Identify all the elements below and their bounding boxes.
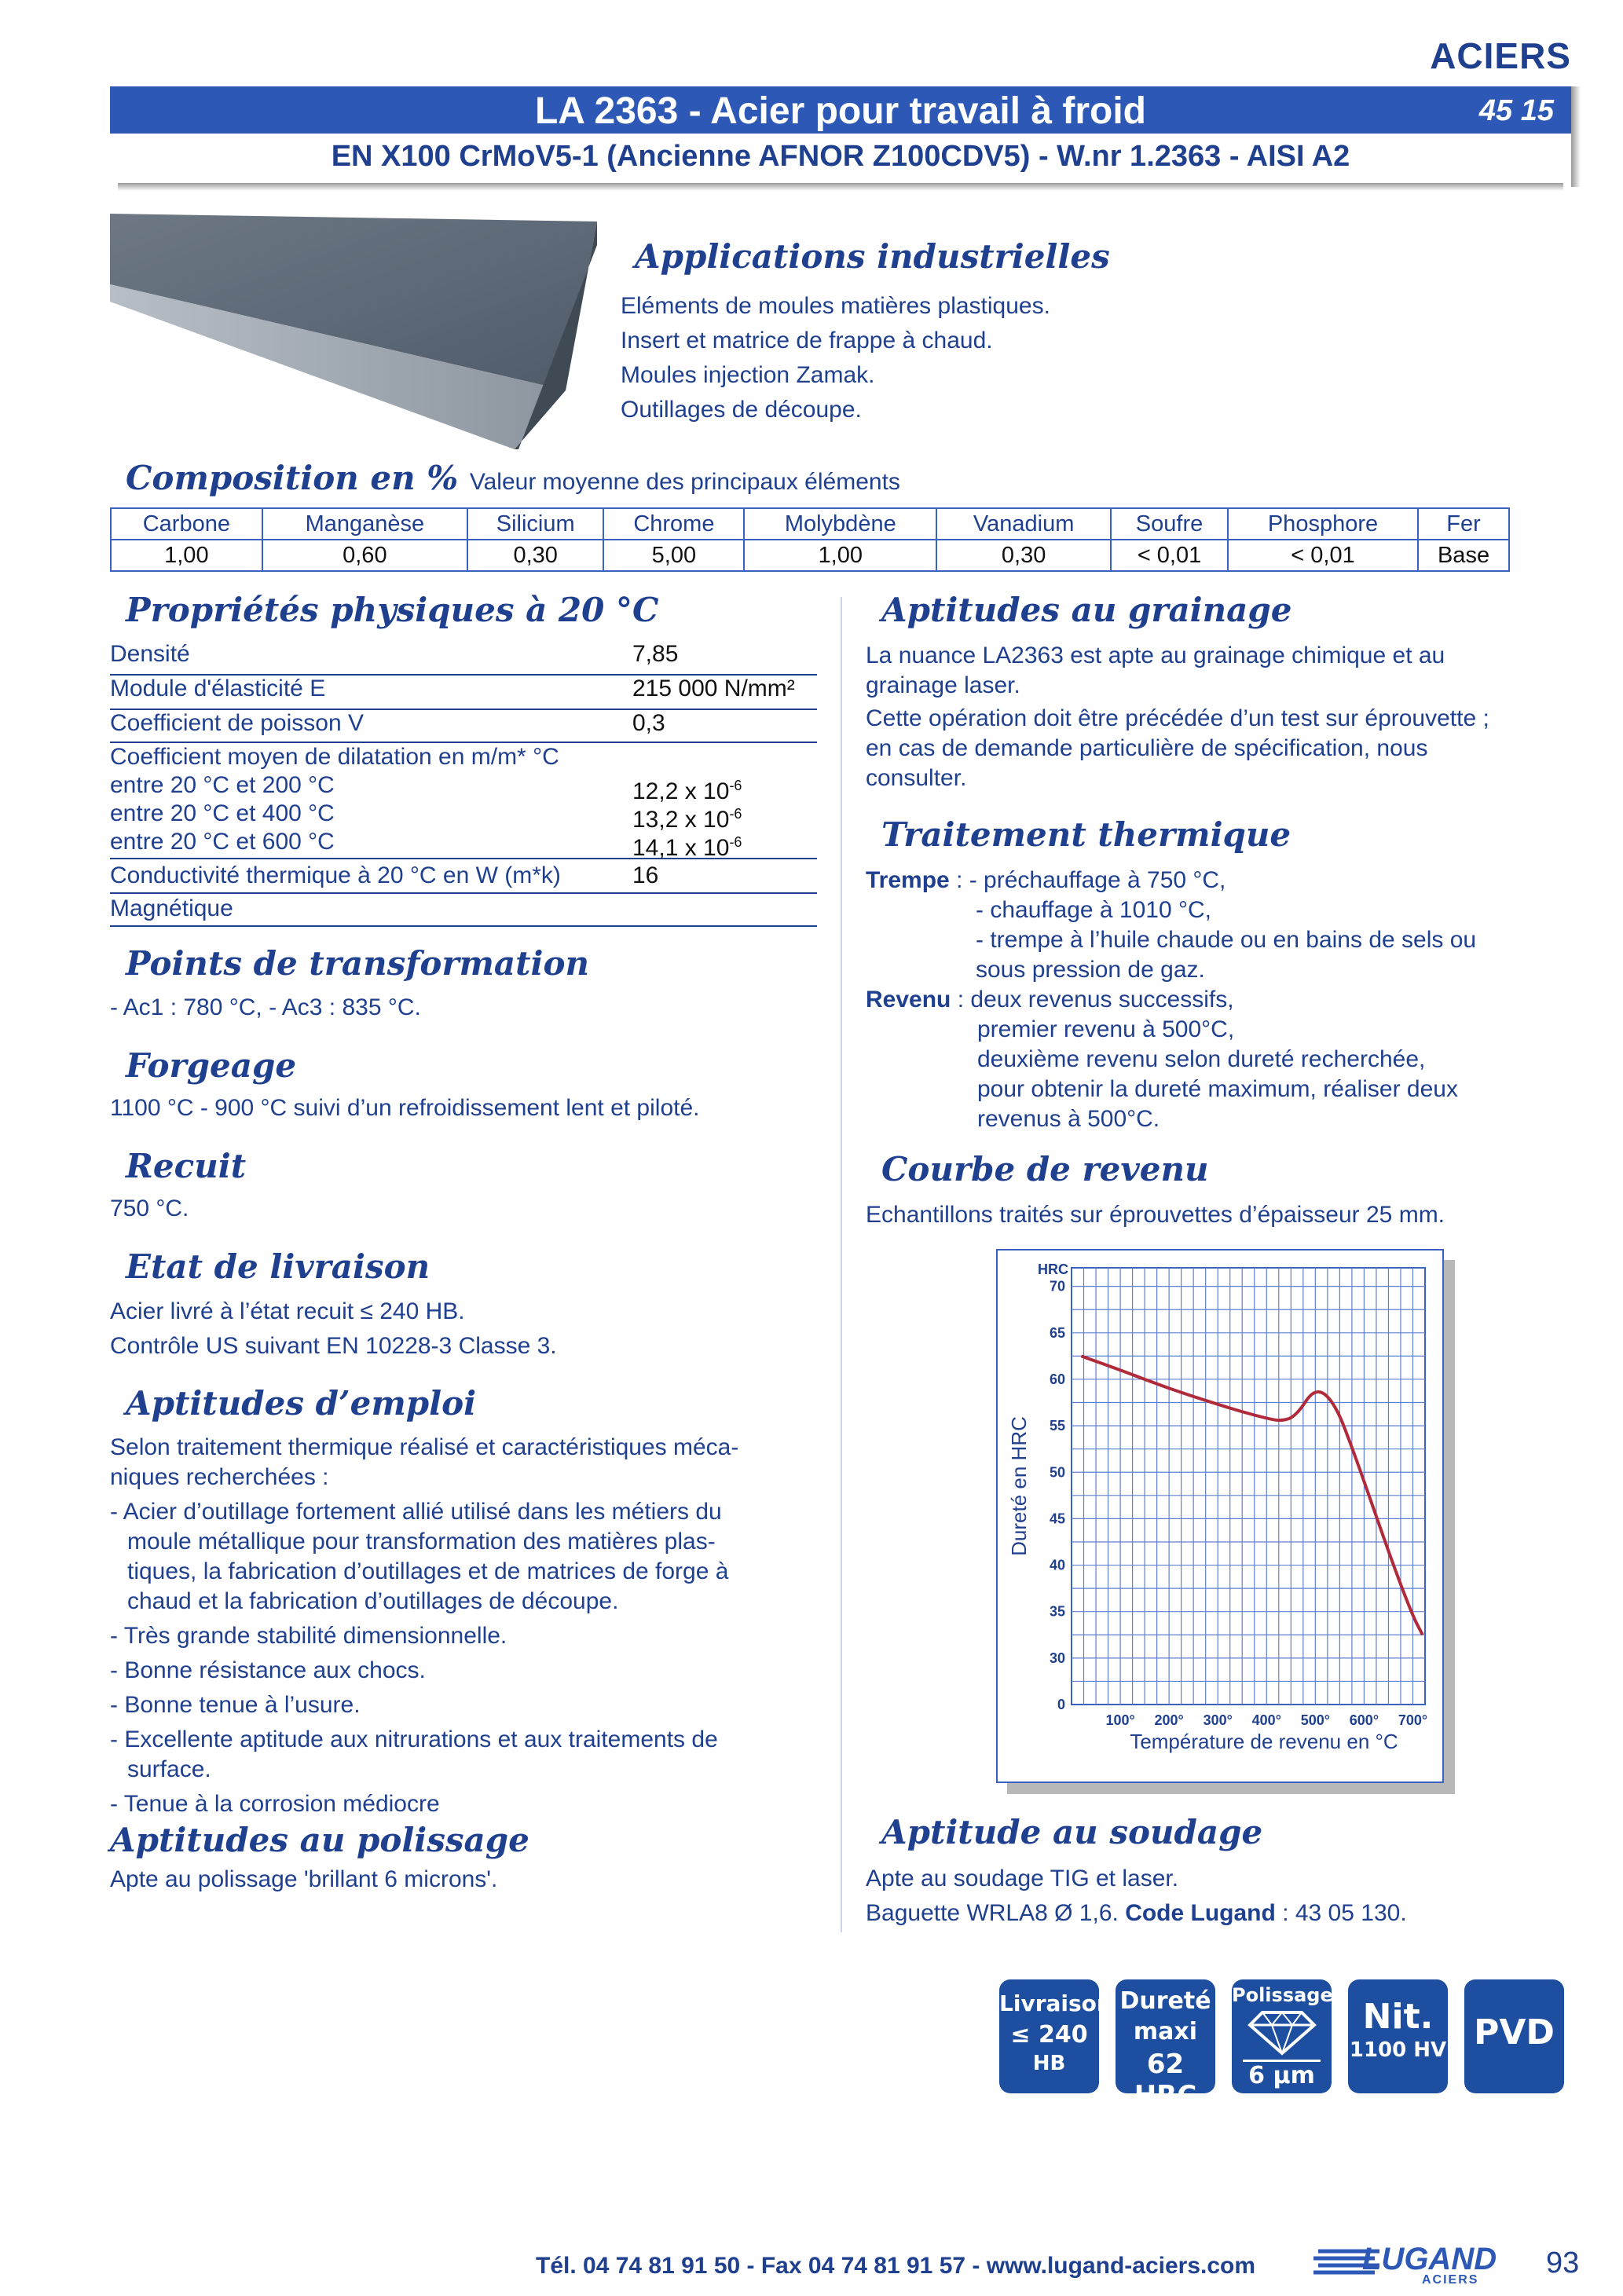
livraison-text xyxy=(110,1294,557,1364)
badge-durete xyxy=(1116,1979,1215,2111)
traitement-heading: Traitement thermique xyxy=(881,815,1291,854)
y-tick-label: 40 xyxy=(1049,1557,1065,1573)
table-cell: Base xyxy=(1418,540,1509,571)
property-value xyxy=(632,828,742,862)
code-label: Code Lugand xyxy=(1125,1900,1276,1926)
forgeage-text: 1100 °C - 900 °C suivi d’un refroidissement lent et piloté. xyxy=(110,1095,700,1121)
traitement-line: pour obtenir la dureté maximum, réaliser deux xyxy=(977,1076,1458,1102)
reference-code: 45 15 xyxy=(1478,94,1554,127)
table-header-row xyxy=(111,508,1509,540)
trempe-label: Trempe xyxy=(866,867,950,893)
logo-text: LUGAND xyxy=(1362,2242,1497,2276)
lugand-logo xyxy=(1310,2237,1497,2287)
property-value: 215 000 N/mm² xyxy=(632,676,795,701)
table-row xyxy=(111,540,1509,571)
page-title: LA 2363 - Acier pour travail à froid xyxy=(534,90,1146,132)
property-row xyxy=(110,743,817,859)
emploi-line: surface. xyxy=(127,1756,211,1782)
property-value: 0,3 xyxy=(632,710,665,736)
grainage-line: consulter. xyxy=(866,765,967,791)
polissage-text: Apte au polissage 'brillant 6 microns'. xyxy=(110,1866,498,1892)
table-header-cell: Manganèse xyxy=(262,508,467,540)
dilatation-value: 12,2 x 10 xyxy=(632,778,730,804)
badge-title: Nit. xyxy=(1362,1997,1434,2037)
x-tick-label: 500° xyxy=(1300,1712,1330,1728)
grainage-line: La nuance LA2363 est apte au grainage chimique et au xyxy=(866,643,1445,668)
badge-title: Livraison xyxy=(999,1990,1112,2016)
code-value: : 43 05 130. xyxy=(1282,1900,1407,1926)
soudage-line xyxy=(866,1896,1407,1931)
exponent: -6 xyxy=(729,806,742,822)
emploi-bullet: - Tenue à la corrosion médiocre xyxy=(110,1791,440,1817)
property-label: Coefficient de poisson V xyxy=(110,710,364,736)
y-unit-label: HRC xyxy=(1038,1262,1068,1277)
composition-title: Composition en % xyxy=(126,459,459,497)
property-label: entre 20 °C et 200 °C xyxy=(110,772,335,798)
y-tick-label: 45 xyxy=(1049,1511,1065,1527)
page-number: 93 xyxy=(1546,2247,1580,2280)
revenu-step: : deux revenus successifs, xyxy=(957,987,1234,1013)
table-cell: 1,00 xyxy=(111,540,262,571)
title-band xyxy=(110,86,1571,134)
property-row xyxy=(110,676,817,710)
table-header-cell: Molybdène xyxy=(744,508,936,540)
transformation-heading: Points de transformation xyxy=(126,944,590,983)
polissage-heading: Aptitudes au polissage xyxy=(110,1821,529,1859)
property-row xyxy=(110,859,817,894)
table-header-cell: Vanadium xyxy=(936,508,1111,540)
grainage-line: en cas de demande particulière de spécification, nous xyxy=(866,735,1428,761)
applications-list xyxy=(621,289,1050,427)
emploi-line: tiques, la fabrication d’outillages et de matrices de forge à xyxy=(127,1558,729,1584)
badge-value: 62 HRC xyxy=(1134,2049,1197,2111)
header-shadow xyxy=(118,183,1563,191)
badge-nitruration xyxy=(1348,1979,1448,2093)
logo-subtext: ACIERS xyxy=(1422,2273,1479,2287)
table-header-cell: Phosphore xyxy=(1228,508,1418,540)
emploi-line: Selon traitement thermique réalisé et caractéristiques méca- xyxy=(110,1434,739,1460)
property-label: entre 20 °C et 600 °C xyxy=(110,829,335,855)
x-tick-label: 700° xyxy=(1398,1712,1428,1728)
badge-livraison xyxy=(999,1979,1112,2093)
composition-note: Valeur moyenne des principaux éléments xyxy=(469,469,900,495)
recuit-heading: Recuit xyxy=(126,1147,247,1185)
emploi-text xyxy=(110,1433,817,1819)
table-cell: 0,60 xyxy=(262,540,467,571)
composition-table xyxy=(110,507,1510,572)
property-label: Module d'élasticité E xyxy=(110,676,326,701)
y-tick-label: 35 xyxy=(1049,1603,1065,1620)
physical-heading: Propriétés physiques à 20 °C xyxy=(126,591,659,629)
traitement-line: deuxième revenu selon dureté recherchée, xyxy=(977,1046,1426,1072)
table-header-cell: Carbone xyxy=(111,508,262,540)
grainage-line: Cette opération doit être précédée d’un test sur éprouvette ; xyxy=(866,705,1489,731)
x-tick-label: 600° xyxy=(1349,1712,1379,1728)
column-divider xyxy=(841,597,842,1932)
diamond-icon xyxy=(1247,2009,1317,2056)
y-tick-label: 30 xyxy=(1049,1650,1065,1666)
chart-svg xyxy=(998,1251,1442,1782)
y-tick-label: 70 xyxy=(1049,1278,1065,1294)
steel-bar-image xyxy=(110,214,597,449)
soudage-text xyxy=(866,1862,1407,1931)
tempering-chart xyxy=(996,1249,1444,1783)
property-row xyxy=(110,641,817,676)
property-row xyxy=(110,894,817,927)
emploi-heading: Aptitudes d’emploi xyxy=(126,1384,477,1423)
emploi-bullet: - Acier d’outillage fortement allié utilisé dans les métiers du xyxy=(110,1499,722,1525)
traitement-line: premier revenu à 500°C, xyxy=(977,1016,1235,1042)
table-header-cell: Soufre xyxy=(1111,508,1228,540)
emploi-bullet: - Bonne résistance aux chocs. xyxy=(110,1657,426,1683)
traitement-line: revenus à 500°C. xyxy=(977,1106,1160,1132)
traitement-line: - trempe à l’huile chaude ou en bains de sels ou xyxy=(976,927,1477,953)
exponent: -6 xyxy=(729,834,742,850)
traitement-line: - chauffage à 1010 °C, xyxy=(976,897,1211,923)
livraison-heading: Etat de livraison xyxy=(126,1247,430,1286)
y-tick-label: 65 xyxy=(1049,1324,1065,1341)
badge-title: PVD xyxy=(1474,2012,1555,2052)
table-cell: < 0,01 xyxy=(1111,540,1228,571)
revenu-label: Revenu xyxy=(866,987,951,1013)
transformation-text: - Ac1 : 780 °C, - Ac3 : 835 °C. xyxy=(110,994,421,1020)
badge-subtitle: maxi xyxy=(1133,2018,1198,2045)
badge-polissage xyxy=(1232,1979,1332,2093)
grainage-heading: Aptitudes au grainage xyxy=(881,591,1292,629)
table-cell: < 0,01 xyxy=(1228,540,1418,571)
header-shadow xyxy=(1571,86,1581,187)
soudage-heading: Aptitude au soudage xyxy=(881,1813,1263,1851)
emploi-line: moule métallique pour transformation des matières plas- xyxy=(127,1529,716,1554)
table-header-cell: Chrome xyxy=(603,508,744,540)
y-tick-label: 0 xyxy=(1057,1697,1065,1712)
property-value: 16 xyxy=(632,862,659,888)
property-value: 7,85 xyxy=(632,641,679,667)
badge-value: 1100 HV xyxy=(1349,2038,1447,2062)
property-label: Coefficient moyen de dilatation en m/m* °C xyxy=(110,744,559,770)
applications-heading: Applications industrielles xyxy=(635,237,1110,276)
y-axis-label: Dureté en HRC xyxy=(1007,1416,1031,1556)
table-cell: 0,30 xyxy=(936,540,1111,571)
property-label: Conductivité thermique à 20 °C en W (m*k) xyxy=(110,862,561,888)
table-cell: 1,00 xyxy=(744,540,936,571)
table-header-cell: Fer xyxy=(1418,508,1509,540)
exponent: -6 xyxy=(729,778,742,793)
application-item: Outillages de découpe. xyxy=(621,397,862,423)
table-cell: 0,30 xyxy=(467,540,603,571)
forgeage-heading: Forgeage xyxy=(126,1046,297,1085)
traitement-line xyxy=(866,985,1573,1015)
composition-heading xyxy=(126,459,900,497)
property-label: Magnétique xyxy=(110,895,233,921)
property-label: entre 20 °C et 400 °C xyxy=(110,800,335,826)
traitement-line xyxy=(866,866,1573,895)
recuit-text: 750 °C. xyxy=(110,1196,189,1221)
x-tick-label: 100° xyxy=(1105,1712,1135,1728)
baguette-text: Baguette WRLA8 Ø 1,6. xyxy=(866,1900,1119,1926)
badge-value: ≤ 240 xyxy=(1010,2021,1088,2049)
badge-unit: HB xyxy=(1032,2052,1066,2075)
x-axis-label: Température de revenu en °C xyxy=(1130,1730,1398,1753)
property-row xyxy=(110,710,817,743)
trempe-step: : - préchauffage à 750 °C, xyxy=(956,867,1226,893)
livraison-line: Contrôle US suivant EN 10228-3 Classe 3. xyxy=(110,1333,557,1359)
dilatation-value: 14,1 x 10 xyxy=(632,835,730,861)
traitement-line: sous pression de gaz. xyxy=(976,957,1205,983)
application-item: Insert et matrice de frappe à chaud. xyxy=(621,328,993,353)
dilatation-value: 13,2 x 10 xyxy=(632,807,730,833)
grainage-line: grainage laser. xyxy=(866,672,1020,698)
courbe-heading: Courbe de revenu xyxy=(881,1150,1209,1188)
traitement-text xyxy=(866,866,1573,1134)
application-item: Moules injection Zamak. xyxy=(621,362,875,388)
badge-title: Polissage xyxy=(1232,1984,1333,2006)
emploi-bullet: - Bonne tenue à l’usure. xyxy=(110,1692,361,1718)
emploi-bullet: - Très grande stabilité dimensionnelle. xyxy=(110,1623,507,1649)
application-item: Eléments de moules matières plastiques. xyxy=(621,293,1050,319)
soudage-line: Apte au soudage TIG et laser. xyxy=(866,1866,1179,1891)
table-cell: 5,00 xyxy=(603,540,744,571)
x-tick-label: 300° xyxy=(1203,1712,1233,1728)
badge-value: 6 µm xyxy=(1243,2060,1321,2089)
emploi-line: niques recherchées : xyxy=(110,1464,329,1490)
section-label: ACIERS xyxy=(1430,35,1571,76)
y-tick-label: 60 xyxy=(1049,1371,1065,1387)
livraison-line: Acier livré à l’état recuit ≤ 240 HB. xyxy=(110,1298,465,1324)
property-label: Densité xyxy=(110,641,190,667)
emploi-line: chaud et la fabrication d’outillages de découpe. xyxy=(127,1588,619,1614)
grainage-text xyxy=(866,641,1573,793)
emploi-bullet: - Excellente aptitude aux nitrurations et aux traitements de xyxy=(110,1727,718,1752)
page-subtitle: EN X100 CrMoV5-1 (Ancienne AFNOR Z100CDV5) - W.nr 1.2363 - AISI A2 xyxy=(331,140,1350,173)
badge-title: Dureté xyxy=(1119,1987,1211,2015)
table-header-cell: Silicium xyxy=(467,508,603,540)
courbe-text: Echantillons traités sur éprouvettes d’épaisseur 25 mm. xyxy=(866,1202,1445,1228)
badge-pvd xyxy=(1464,1979,1564,2093)
y-tick-label: 55 xyxy=(1049,1418,1065,1434)
footer-contact: Tél. 04 74 81 91 50 - Fax 04 74 81 91 57 - www.lugand-aciers.com xyxy=(536,2253,1256,2279)
x-tick-label: 400° xyxy=(1251,1712,1281,1728)
y-tick-label: 50 xyxy=(1049,1464,1065,1481)
x-tick-label: 200° xyxy=(1154,1712,1184,1728)
